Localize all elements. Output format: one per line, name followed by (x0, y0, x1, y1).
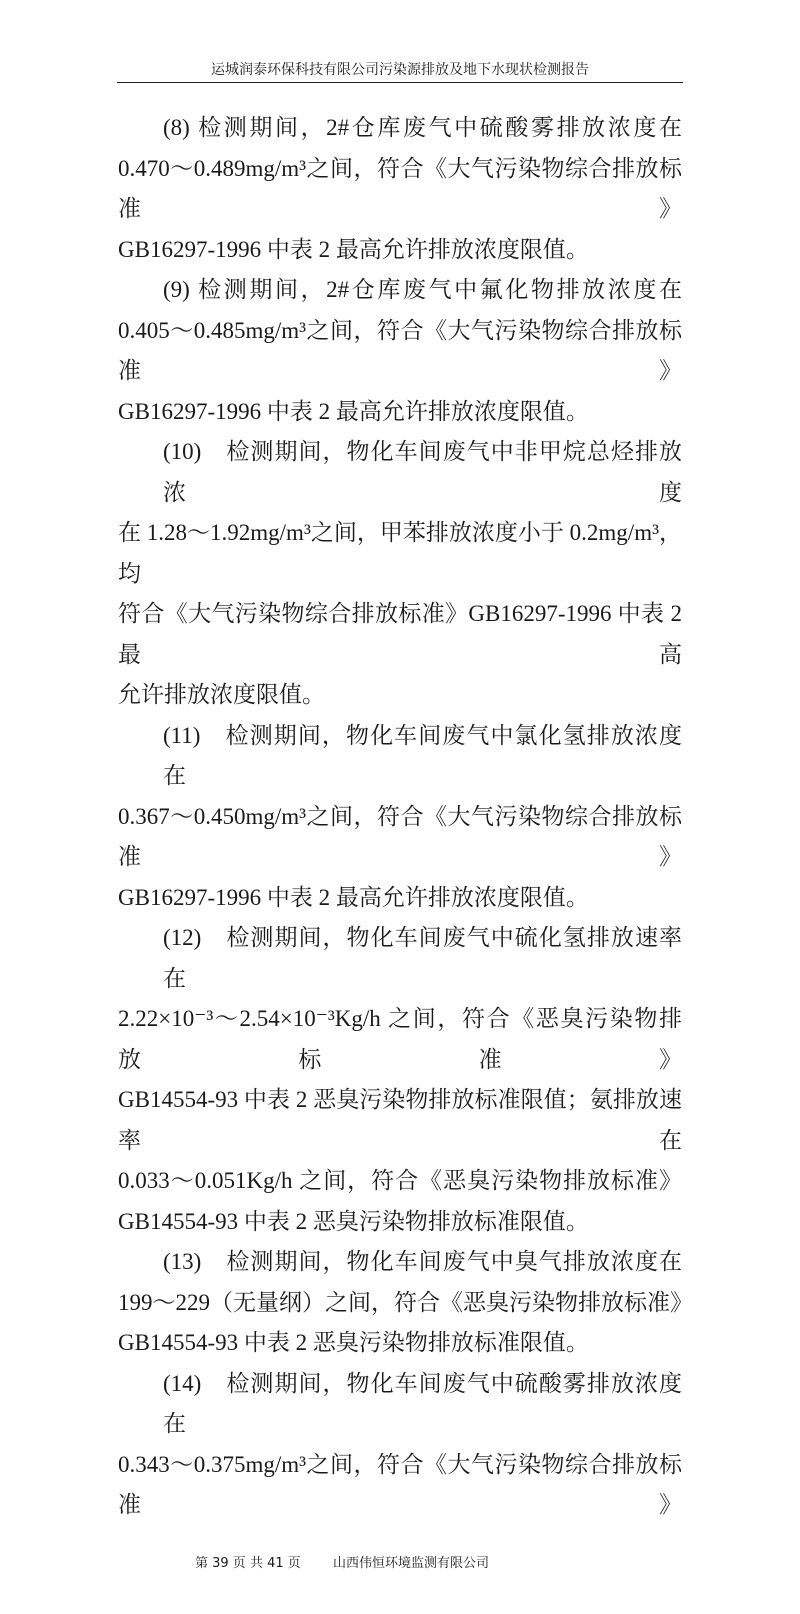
text-line: 0.343～0.375mg/m³之间，符合《大气污染物综合排放标准》 (118, 1451, 682, 1517)
running-header: 运城润泰环保科技有限公司污染源排放及地下水现状检测报告 (211, 62, 589, 78)
paragraph (118, 270, 682, 432)
text-line: 在 1.28～1.92mg/m³之间，甲苯排放浓度小于 0.2mg/m³，均 (118, 520, 682, 586)
text-line: 0.470～0.489mg/m³之间，符合《大气污染物综合排放标准》 (118, 155, 682, 221)
document-body (118, 108, 693, 1526)
paragraph (118, 716, 682, 919)
text-line: GB16297-1996 中表 2 最高允许排放浓度限值。 (118, 884, 589, 910)
text-line: (8) 检测期间，2#仓库废气中硫酸雾排放浓度在 (163, 115, 682, 140)
text-line: GB14554-93 中表 2 恶臭污染物排放标准限值；氨排放速率在 (118, 1087, 682, 1153)
paragraph (118, 918, 682, 1242)
text-line: 199～229（无量纲）之间，符合《恶臭污染物排放标准》 (118, 1289, 693, 1315)
footer-company: 山西伟恒环境监测有限公司 (333, 1555, 490, 1571)
text-line: 0.367～0.450mg/m³之间，符合《大气污染物综合排放标准》 (118, 803, 682, 869)
text-line: GB14554-93 中表 2 恶臭污染物排放标准限值。 (118, 1208, 589, 1234)
text-line: (10) 检测期间，物化车间废气中非甲烷总烃排放浓度 (163, 439, 682, 505)
text-line: GB16297-1996 中表 2 最高允许排放浓度限值。 (118, 398, 589, 424)
text-line: 允许排放浓度限值。 (118, 682, 325, 707)
text-line: 符合《大气污染物综合排放标准》GB16297-1996 中表 2 最高 (118, 601, 682, 667)
text-line: 0.405～0.485mg/m³之间，符合《大气污染物综合排放标准》 (118, 317, 682, 383)
text-line: 2.22×10⁻³～2.54×10⁻³Kg/h 之间，符合《恶臭污染物排放标准》 (118, 1006, 682, 1072)
paragraph (118, 1242, 693, 1364)
page-footer (117, 1554, 683, 1574)
text-line: (12) 检测期间，物化车间废气中硫化氢排放速率在 (163, 925, 682, 991)
paragraph (118, 1364, 682, 1526)
page-number: 第 39 页 共 41 页 (195, 1555, 301, 1571)
paragraph (118, 432, 682, 716)
text-line: (13) 检测期间，物化车间废气中臭气排放浓度在 (163, 1249, 682, 1274)
text-line: GB14554-93 中表 2 恶臭污染物排放标准限值。 (118, 1330, 589, 1355)
text-line: 0.033～0.051Kg/h 之间，符合《恶臭污染物排放标准》 (118, 1168, 682, 1193)
text-line: (11) 检测期间，物化车间废气中氯化氢排放浓度在 (163, 722, 682, 788)
text-line: (14) 检测期间，物化车间废气中硫酸雾排放浓度在 (163, 1370, 682, 1436)
paragraph (118, 108, 682, 270)
header-rule (117, 82, 683, 83)
text-line: GB16297-1996 中表 2 最高允许排放浓度限值。 (118, 236, 589, 262)
text-line: (9) 检测期间，2#仓库废气中氟化物排放浓度在 (163, 277, 682, 302)
